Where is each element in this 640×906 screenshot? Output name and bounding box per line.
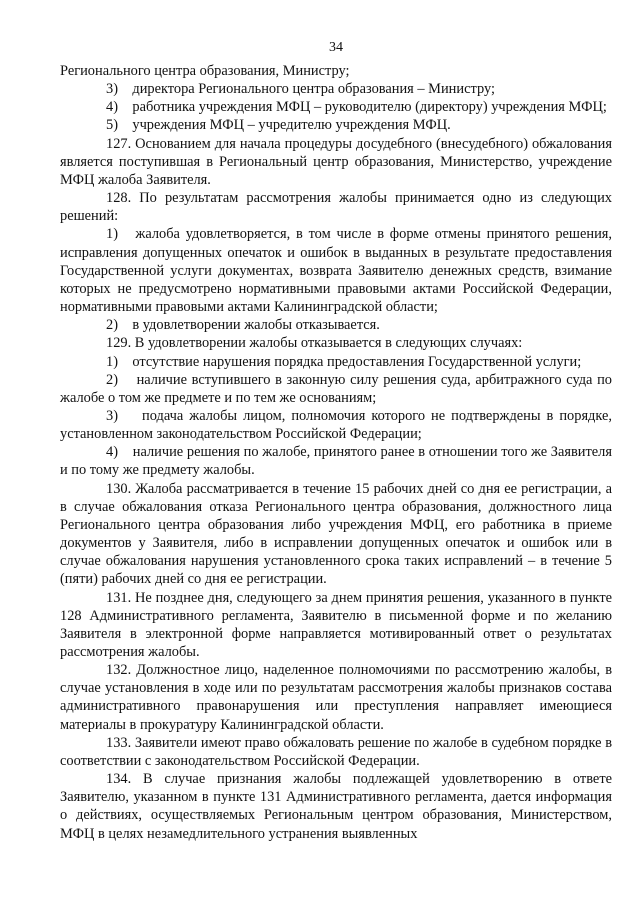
- paragraph-129-item-3: 3) подача жалобы лицом, полномочия которого не подтверждены в порядке, установленном законодательством Российской Федерации;: [60, 407, 612, 443]
- list-item-3: 3) директора Регионального центра образования – Министру;: [106, 81, 495, 98]
- page-number: 34: [329, 40, 343, 55]
- paragraph-128-item-2: 2) в удовлетворении жалобы отказывается.: [106, 317, 380, 334]
- paragraph-continuation: Регионального центра образования, Министру;: [60, 63, 350, 79]
- paragraph-129-item-2: 2) наличие вступившего в законную силу решения суда, арбитражного суда по жалобе о том же предмете и по тем же основаниям;: [60, 371, 612, 406]
- paragraph-133: 133. Заявители имеют право обжаловать решение по жалобе в судебном порядке в соответствии с законодательством Российской Федерации.: [60, 734, 612, 769]
- list-item-5: 5) учреждения МФЦ – учредителю учреждения МФЦ.: [106, 117, 451, 134]
- list-item-4: 4) работника учреждения МФЦ – руководителю (директору) учреждения МФЦ;: [106, 99, 607, 116]
- paragraph-131: 131. Не позднее дня, следующего за днем принятия решения, указанного в пункте 128 Административного регламента, Заявителю в письменной форме и по желанию Заявителя в электронной форме направляется мотивированный ответ о результатах рассмотрения жалобы.: [60, 589, 612, 660]
- paragraph-129-item-1: 1) отсутствие нарушения порядка предоставления Государственной услуги;: [106, 353, 582, 370]
- paragraph-130: 130. Жалоба рассматривается в течение 15 рабочих дней со дня ее регистрации, а в случае обжалования отказа Регионального центра образования, должностного лица Регионального центра образования либо учреждения МФЦ, его работника в приеме документов у Заявителя, либо в исправлении допущенных опечаток и ошибок или в случае обжалования нарушения установленного срока таких исправлений – в течение 5 (пяти) рабочих дней со дня ее регистрации.: [60, 480, 612, 588]
- paragraph-132: 132. Должностное лицо, наделенное полномочиями по рассмотрению жалобы, в случае установления в ходе или по результатам рассмотрения жалобы признаков состава административного правонарушения или преступления направляет имеющиеся материалы в прокуратуру Калининградской области.: [60, 662, 612, 733]
- paragraph-128: 128. По результатам рассмотрения жалобы принимается одно из следующих решений:: [60, 190, 612, 225]
- document-page: [60, 40, 612, 843]
- paragraph-128-item-1: 1) жалоба удовлетворяется, в том числе в форме отмены принятого решения, исправления допущенных опечаток и ошибок в выданных в результате предоставления Государственной услуги документах, возврата Заявителю денежных средств, взимание которых не предусмотрено нормативными правовыми актами Российской Федерации, нормативными правовыми актами Калининградской области;: [60, 226, 612, 316]
- paragraph-129: 129. В удовлетворении жалобы отказывается в следующих случаях:: [106, 335, 523, 352]
- paragraph-134: 134. В случае признания жалобы подлежащей удовлетворению в ответе Заявителю, указанном в пункте 131 Административного регламента, дается информация о действиях, осуществляемых Региональным центром образования, Министерством, МФЦ в целях незамедлительного устранения выявленных: [60, 771, 612, 842]
- paragraph-127: 127. Основанием для начала процедуры досудебного (внесудебного) обжалования является поступившая в Региональный центр образования, Министерство, учреждение МФЦ жалоба Заявителя.: [60, 135, 612, 188]
- paragraph-129-item-4: 4) наличие решения по жалобе, принятого ранее в отношении того же Заявителя и по тому же предмету жалобы.: [60, 444, 612, 479]
